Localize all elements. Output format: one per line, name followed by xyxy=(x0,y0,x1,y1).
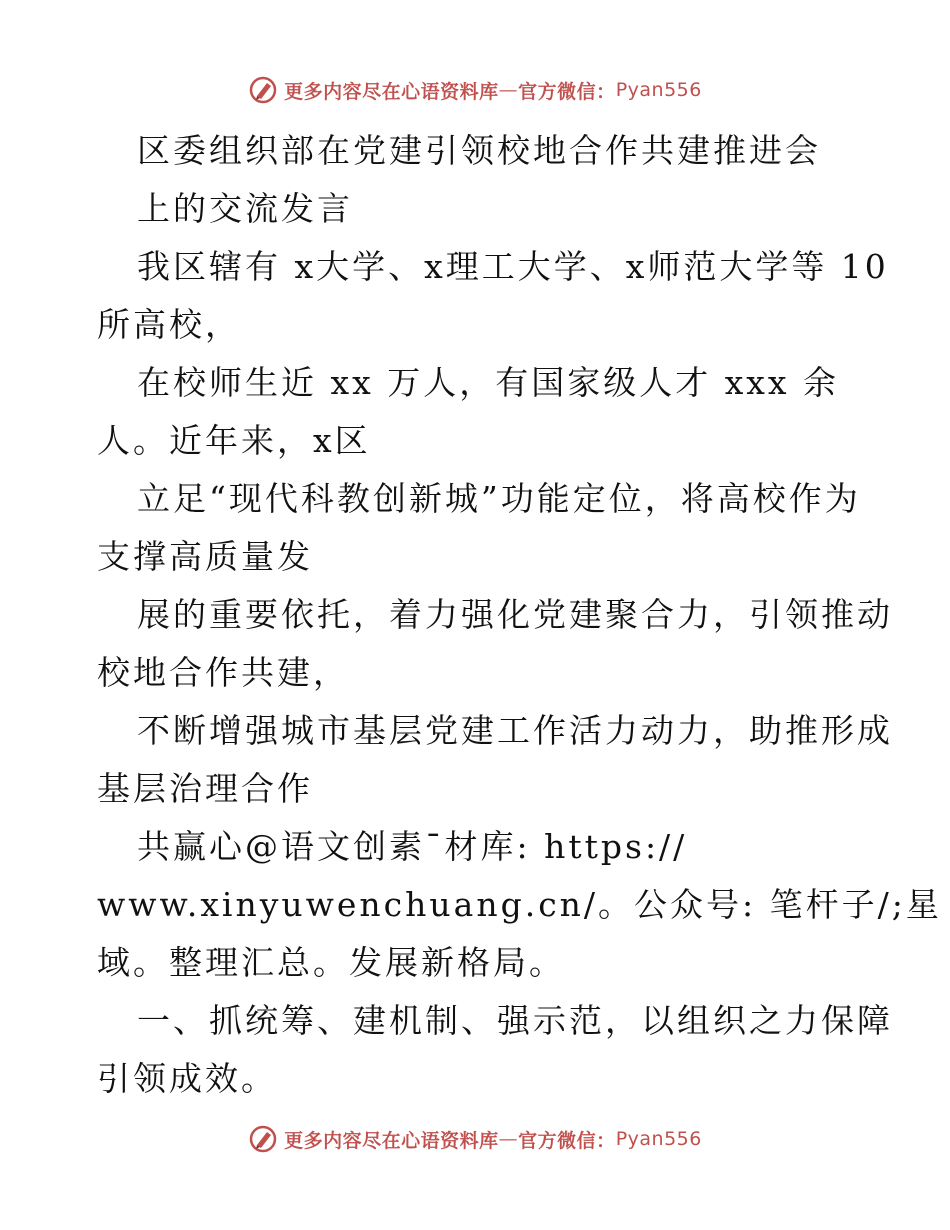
text-line: 所高校， xyxy=(97,305,241,344)
text-line: 域。整理汇总。发展新格局。 xyxy=(97,943,565,982)
text-line: 在校师生近 xx 万人，有国家级人才 xxx 余 xyxy=(137,363,840,402)
text-line: 上的交流发言 xyxy=(137,189,353,228)
text-line: 人。近年来，x区 xyxy=(97,421,371,460)
footer-banner xyxy=(0,1121,950,1157)
text-line: 基层治理合作 xyxy=(97,769,313,808)
document-body xyxy=(97,122,942,1108)
banner-official-text: 官方微信： xyxy=(518,1129,616,1152)
banner-dash: — xyxy=(498,1128,519,1150)
text-line: 引领成效。 xyxy=(97,1059,277,1098)
text-line: 一、抓统筹、建机制、强示范，以组织之力保障 xyxy=(137,1001,893,1040)
text-line: 我区辖有 x大学、x理工大学、x师范大学等 10 xyxy=(137,247,889,286)
text-line: www.xinyuwenchuang.cn/。公众号: 笔杆子/;星 xyxy=(97,885,942,924)
text-line: 展的重要依托，着力强化党建聚合力，引领推动 xyxy=(137,595,893,634)
text-line: 校地合作共建， xyxy=(97,653,349,692)
header-banner xyxy=(0,72,950,108)
pen-logo-icon xyxy=(248,75,278,105)
banner-account: Pyan556 xyxy=(615,79,702,101)
pen-logo-icon xyxy=(248,1124,278,1154)
text-line: 不断增强城市基层党建工作活力动力，助推形成 xyxy=(137,711,893,750)
banner-dash: — xyxy=(498,79,519,101)
text-line: 区委组织部在党建引领校地合作共建推进会 xyxy=(137,131,821,170)
banner-main-text: 更多内容尽在心语资料库 xyxy=(284,1129,499,1152)
text-line: 支撑高质量发 xyxy=(97,537,313,576)
banner-account: Pyan556 xyxy=(615,1128,702,1150)
text-line: 共赢心@语文创素¯材库: https:// xyxy=(137,827,688,866)
text-line: 立足“现代科教创新城”功能定位，将高校作为 xyxy=(137,479,861,518)
banner-main-text: 更多内容尽在心语资料库 xyxy=(284,80,499,103)
banner-official-text: 官方微信： xyxy=(518,80,616,103)
